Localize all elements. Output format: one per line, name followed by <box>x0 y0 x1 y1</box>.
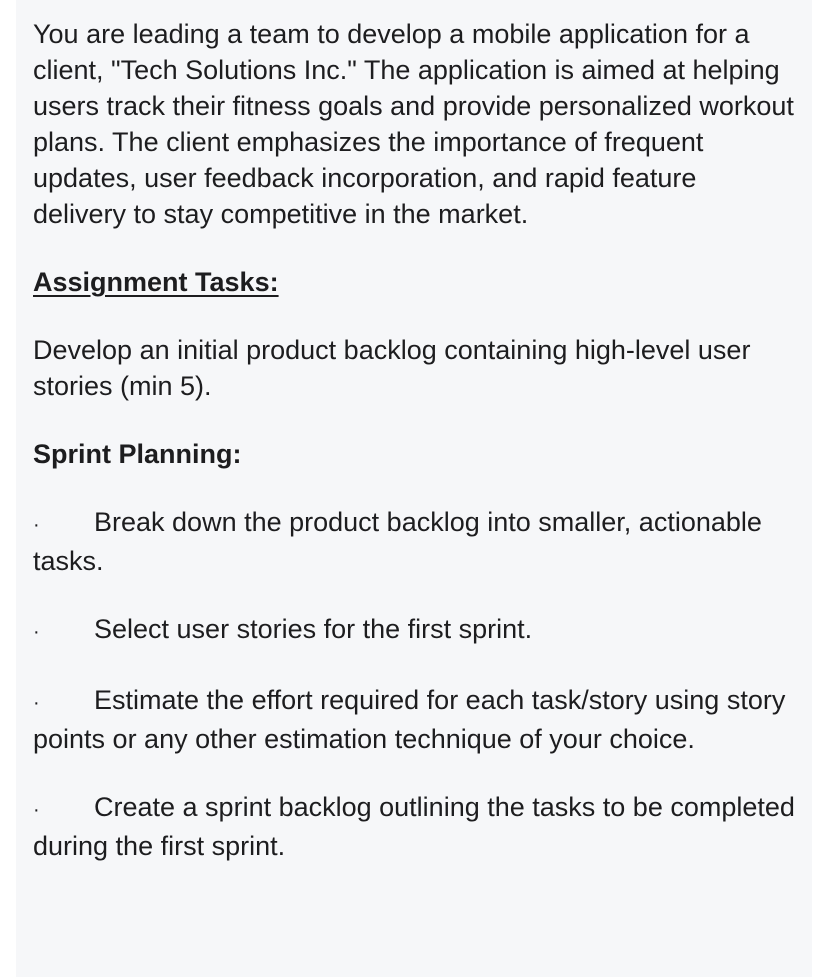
bullet-dot-icon: · <box>33 621 40 643</box>
bullet-item <box>33 504 795 579</box>
bullet-dot-icon: · <box>33 692 40 714</box>
message-card <box>16 0 812 977</box>
sprint-planning-heading: Sprint Planning: <box>33 439 242 469</box>
bullet-text: Break down the product backlog into smaller, actionable tasks. <box>33 507 762 576</box>
bullet-dot-icon: · <box>33 799 40 821</box>
bullet-dot-icon: · <box>33 514 40 536</box>
bullet-text: Create a sprint backlog outlining the tasks to be completed during the first sprint. <box>33 792 795 861</box>
bullet-item <box>33 789 795 864</box>
bullet-item <box>33 611 795 650</box>
bullet-text: Select user stories for the first sprint. <box>94 614 533 644</box>
intro-paragraph: You are leading a team to develop a mobile application for a client, "Tech Solutions Inc." The application is aimed at helping users track their fitness goals and provide personalized workout plans. The client emphasizes the importance of frequent updates, user feedback incorporation, and rapid feature delivery to stay competitive in the market. <box>33 19 794 229</box>
backlog-task-paragraph: Develop an initial product backlog containing high-level user stories (min 5). <box>33 335 751 401</box>
assignment-heading: Assignment Tasks: <box>33 267 279 297</box>
bullet-text: Estimate the effort required for each task/story using story points or any other estimation technique of your choice. <box>33 685 786 754</box>
bullet-item <box>33 682 795 757</box>
